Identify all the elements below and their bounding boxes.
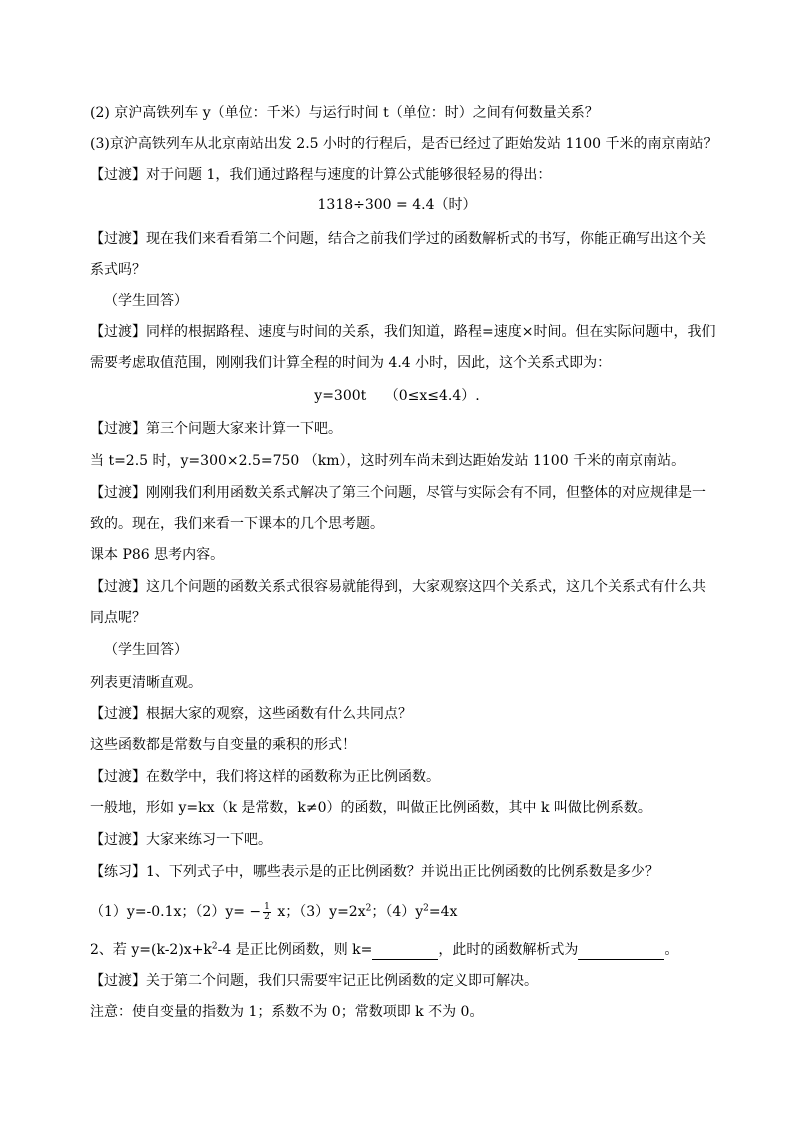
transition-question-3: 【过渡】第三个问题大家来计算一下吧。 <box>90 421 342 437</box>
textbook-reference: 课本 P86 思考内容。 <box>90 547 225 563</box>
answer-blank-k[interactable] <box>372 945 438 960</box>
transition-definition: 【过渡】在数学中，我们将这样的函数称为正比例函数。 <box>90 769 440 785</box>
practice-1-options: （1）y=-0.1x；（2）y= − $\frac{1}{2}$ x；$(3)y=2x^2$；$(4)y^2=4x$ <box>90 901 458 922</box>
answer-blank-expression[interactable] <box>578 945 664 960</box>
transition-question-2-answer: 【过渡】关于第二个问题，我们只需要牢记正比例函数的定义即可解决。 <box>90 973 538 989</box>
transition-observe: 【过渡】这几个问题的函数关系式很容易就能得到，大家观察这四个关系式，这几个关系式有什么共 <box>90 579 706 595</box>
transition-observe-cont: 同点呢？ <box>90 610 146 626</box>
transition-practice: 【过渡】大家来练习一下吧。 <box>90 832 272 848</box>
table-note: 列表更清晰直观。 <box>90 675 202 691</box>
time-calculation-formula: 1318÷300 = 4.4（时） <box>317 197 477 213</box>
transition-relation-cont: 需要考虑取值范围，刚刚我们计算全程的时间为 4.4 小时，因此，这个关系式即为： <box>90 355 612 371</box>
practice-question-2: 2、若 $y=(k-2)x+k^2-4$ 是正比例函数，则 k= ，此时的函数解析式为 。 <box>90 941 679 958</box>
fraction-one-half: $\frac{1}{2}$ <box>264 901 270 922</box>
practice-question-1: 【练习】1、下列式子中，哪些表示是的正比例函数？并说出正比例函数的比例系数是多少？ <box>90 864 659 880</box>
transition-question-2: 【过渡】现在我们来看看第二个问题，结合之前我们学过的函数解析式的书写，你能正确写出这个关 <box>90 231 706 247</box>
transition-relation: 【过渡】同样的根据路程、速度与时间的关系，我们知道，路程=速度×时间。但在实际问题中，我们 <box>90 324 716 340</box>
transition-question-1: 【过渡】对于问题 1，我们通过路程与速度的计算公式能够很轻易的得出： <box>90 167 552 183</box>
answer-question-3: 当 t=2.5 时，y=300×2.5=750 （km），这时列车尚未到达距始发站 1100 千米的南京南站。 <box>90 453 686 469</box>
student-answer-note: （学生回答） <box>104 293 188 309</box>
student-answer-note-2: （学生回答） <box>104 642 188 658</box>
relation-formula: y=300t （0≤x≤4.4）. <box>314 388 480 404</box>
common-point-answer: 这些函数都是常数与自变量的乘积的形式！ <box>90 737 356 753</box>
transition-question-2-cont: 系式吗？ <box>90 262 146 278</box>
transition-common-point: 【过渡】根据大家的观察，这些函数有什么共同点？ <box>90 706 412 722</box>
question-3: (3)京沪高铁列车从北京南站出发 2.5 小时的行程后，是否已经过了距始发站 1100 千米的南京南站？ <box>90 136 718 152</box>
question-2: (2) 京沪高铁列车 y（单位：千米）与运行时间 t（单位：时）之间有何数量关系？ <box>90 105 599 121</box>
note-definition-conditions: 注意：使自变量的指数为 1；系数不为 0；常数项即 k 不为 0。 <box>90 1004 484 1020</box>
transition-textbook-cont: 致的。现在，我们来看一下课本的几个思考题。 <box>90 516 384 532</box>
transition-textbook: 【过渡】刚刚我们利用函数关系式解决了第三个问题，尽管与实际会有不同，但整体的对应规律是一 <box>90 485 706 501</box>
proportional-function-definition: 一般地，形如 y=kx（k 是常数，k≠0）的函数，叫做正比例函数，其中 k 叫做比例系数。 <box>90 800 652 816</box>
